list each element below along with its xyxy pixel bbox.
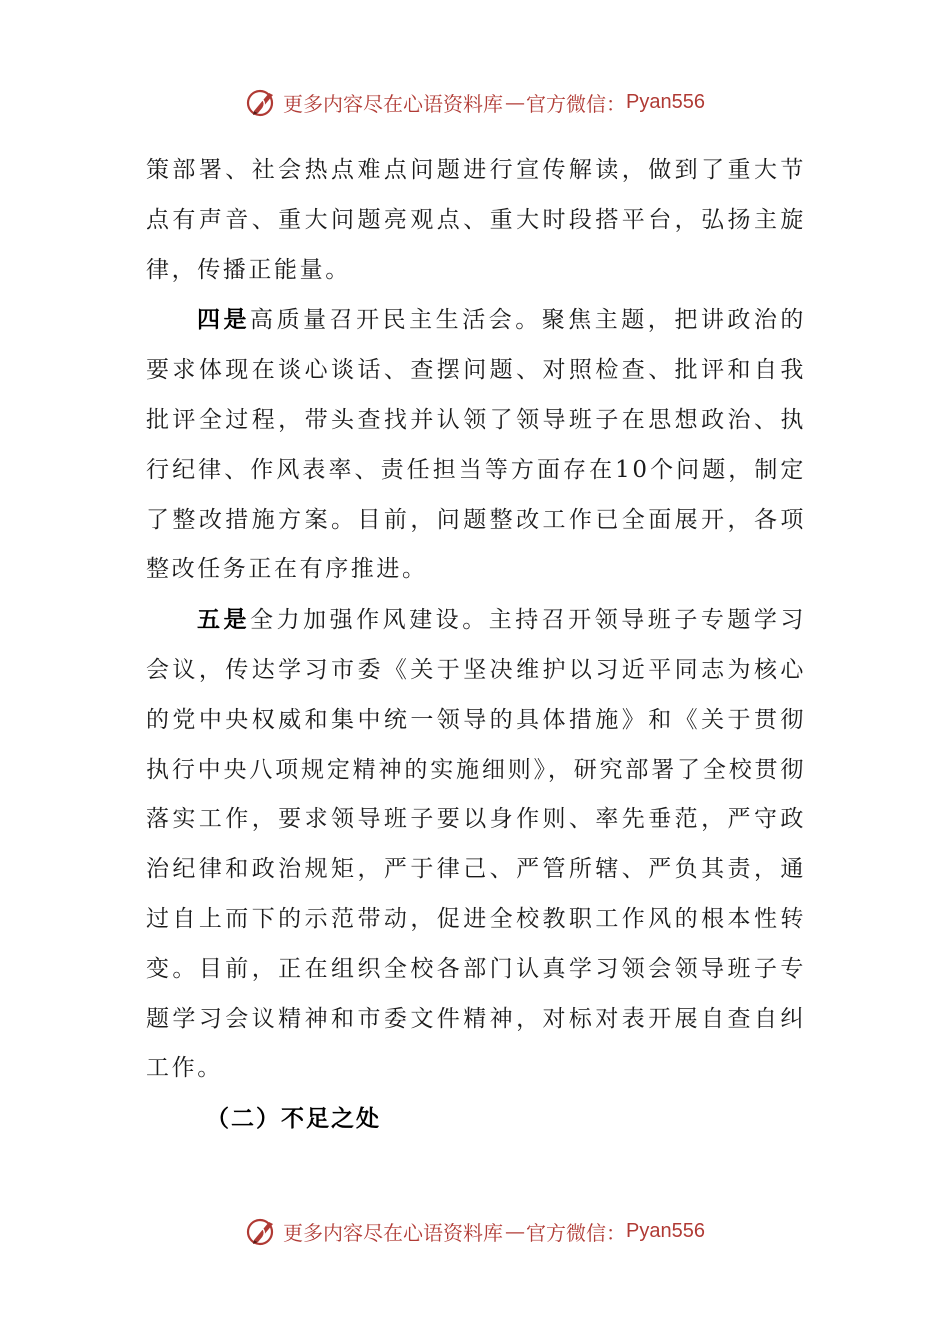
section-heading: （二）不足之处 xyxy=(206,1105,381,1133)
banner-wechat-id: Pyan556 xyxy=(626,90,705,113)
banner-dash: — xyxy=(505,90,525,114)
banner-wechat-id: Pyan556 xyxy=(626,1219,705,1242)
pen-logo-icon xyxy=(245,1214,279,1248)
footer-banner xyxy=(0,1211,950,1251)
banner-title: 更多内容尽在心语资料库 xyxy=(283,1220,504,1245)
paragraph-continuation: 策部署、社会热点难点问题进行宣传解读，做到了重大节点有声音、重大问题亮观点、重大时段搭平台，弘扬主旋律，传播正能量。 xyxy=(146,157,806,283)
paragraph-four-text: 高质量召开民主生活会。聚焦主题，把讲政治的要求体现在谈心谈话、查摆问题、对照检查、批评和自我批评全过程，带头查找并认领了领导班子在思想政治、执行纪律、作风表率、责任担当等方面存在10个问题，制定了整改措施方案。目前，问题整改工作已全面展开，各项整改任务正在有序推进。 xyxy=(146,307,806,583)
banner-wechat-label: 官方微信： xyxy=(526,1220,627,1245)
banner-title: 更多内容尽在心语资料库 xyxy=(283,91,504,116)
paragraph-five xyxy=(146,595,806,1094)
pen-logo-icon xyxy=(245,85,279,119)
banner-dash: — xyxy=(505,1219,525,1243)
banner-wechat-label: 官方微信： xyxy=(526,91,627,116)
paragraph-five-lead: 五是 xyxy=(197,606,251,634)
paragraph-four xyxy=(146,295,806,595)
paragraph-four-lead: 四是 xyxy=(197,306,251,334)
header-banner xyxy=(0,82,950,122)
document-body xyxy=(146,146,806,1144)
paragraph-five-text: 全力加强作风建设。主持召开领导班子专题学习会议，传达学习市委《关于坚决维护以习近平同志为核心的党中央权威和集中统一领导的具体措施》和《关于贯彻执行中央八项规定精神的实施细则》，研究部署了全校贯彻落实工作，要求领导班子要以身作则、率先垂范，严守政治纪律和政治规矩，严于律己、严管所辖、严负其责，通过自上而下的示范带动，促进全校教职工作风的根本性转变。目前，正在组织全校各部门认真学习领会领导班子专题学习会议精神和市委文件精神，对标对表开展自查自纠工作。 xyxy=(146,607,806,1082)
